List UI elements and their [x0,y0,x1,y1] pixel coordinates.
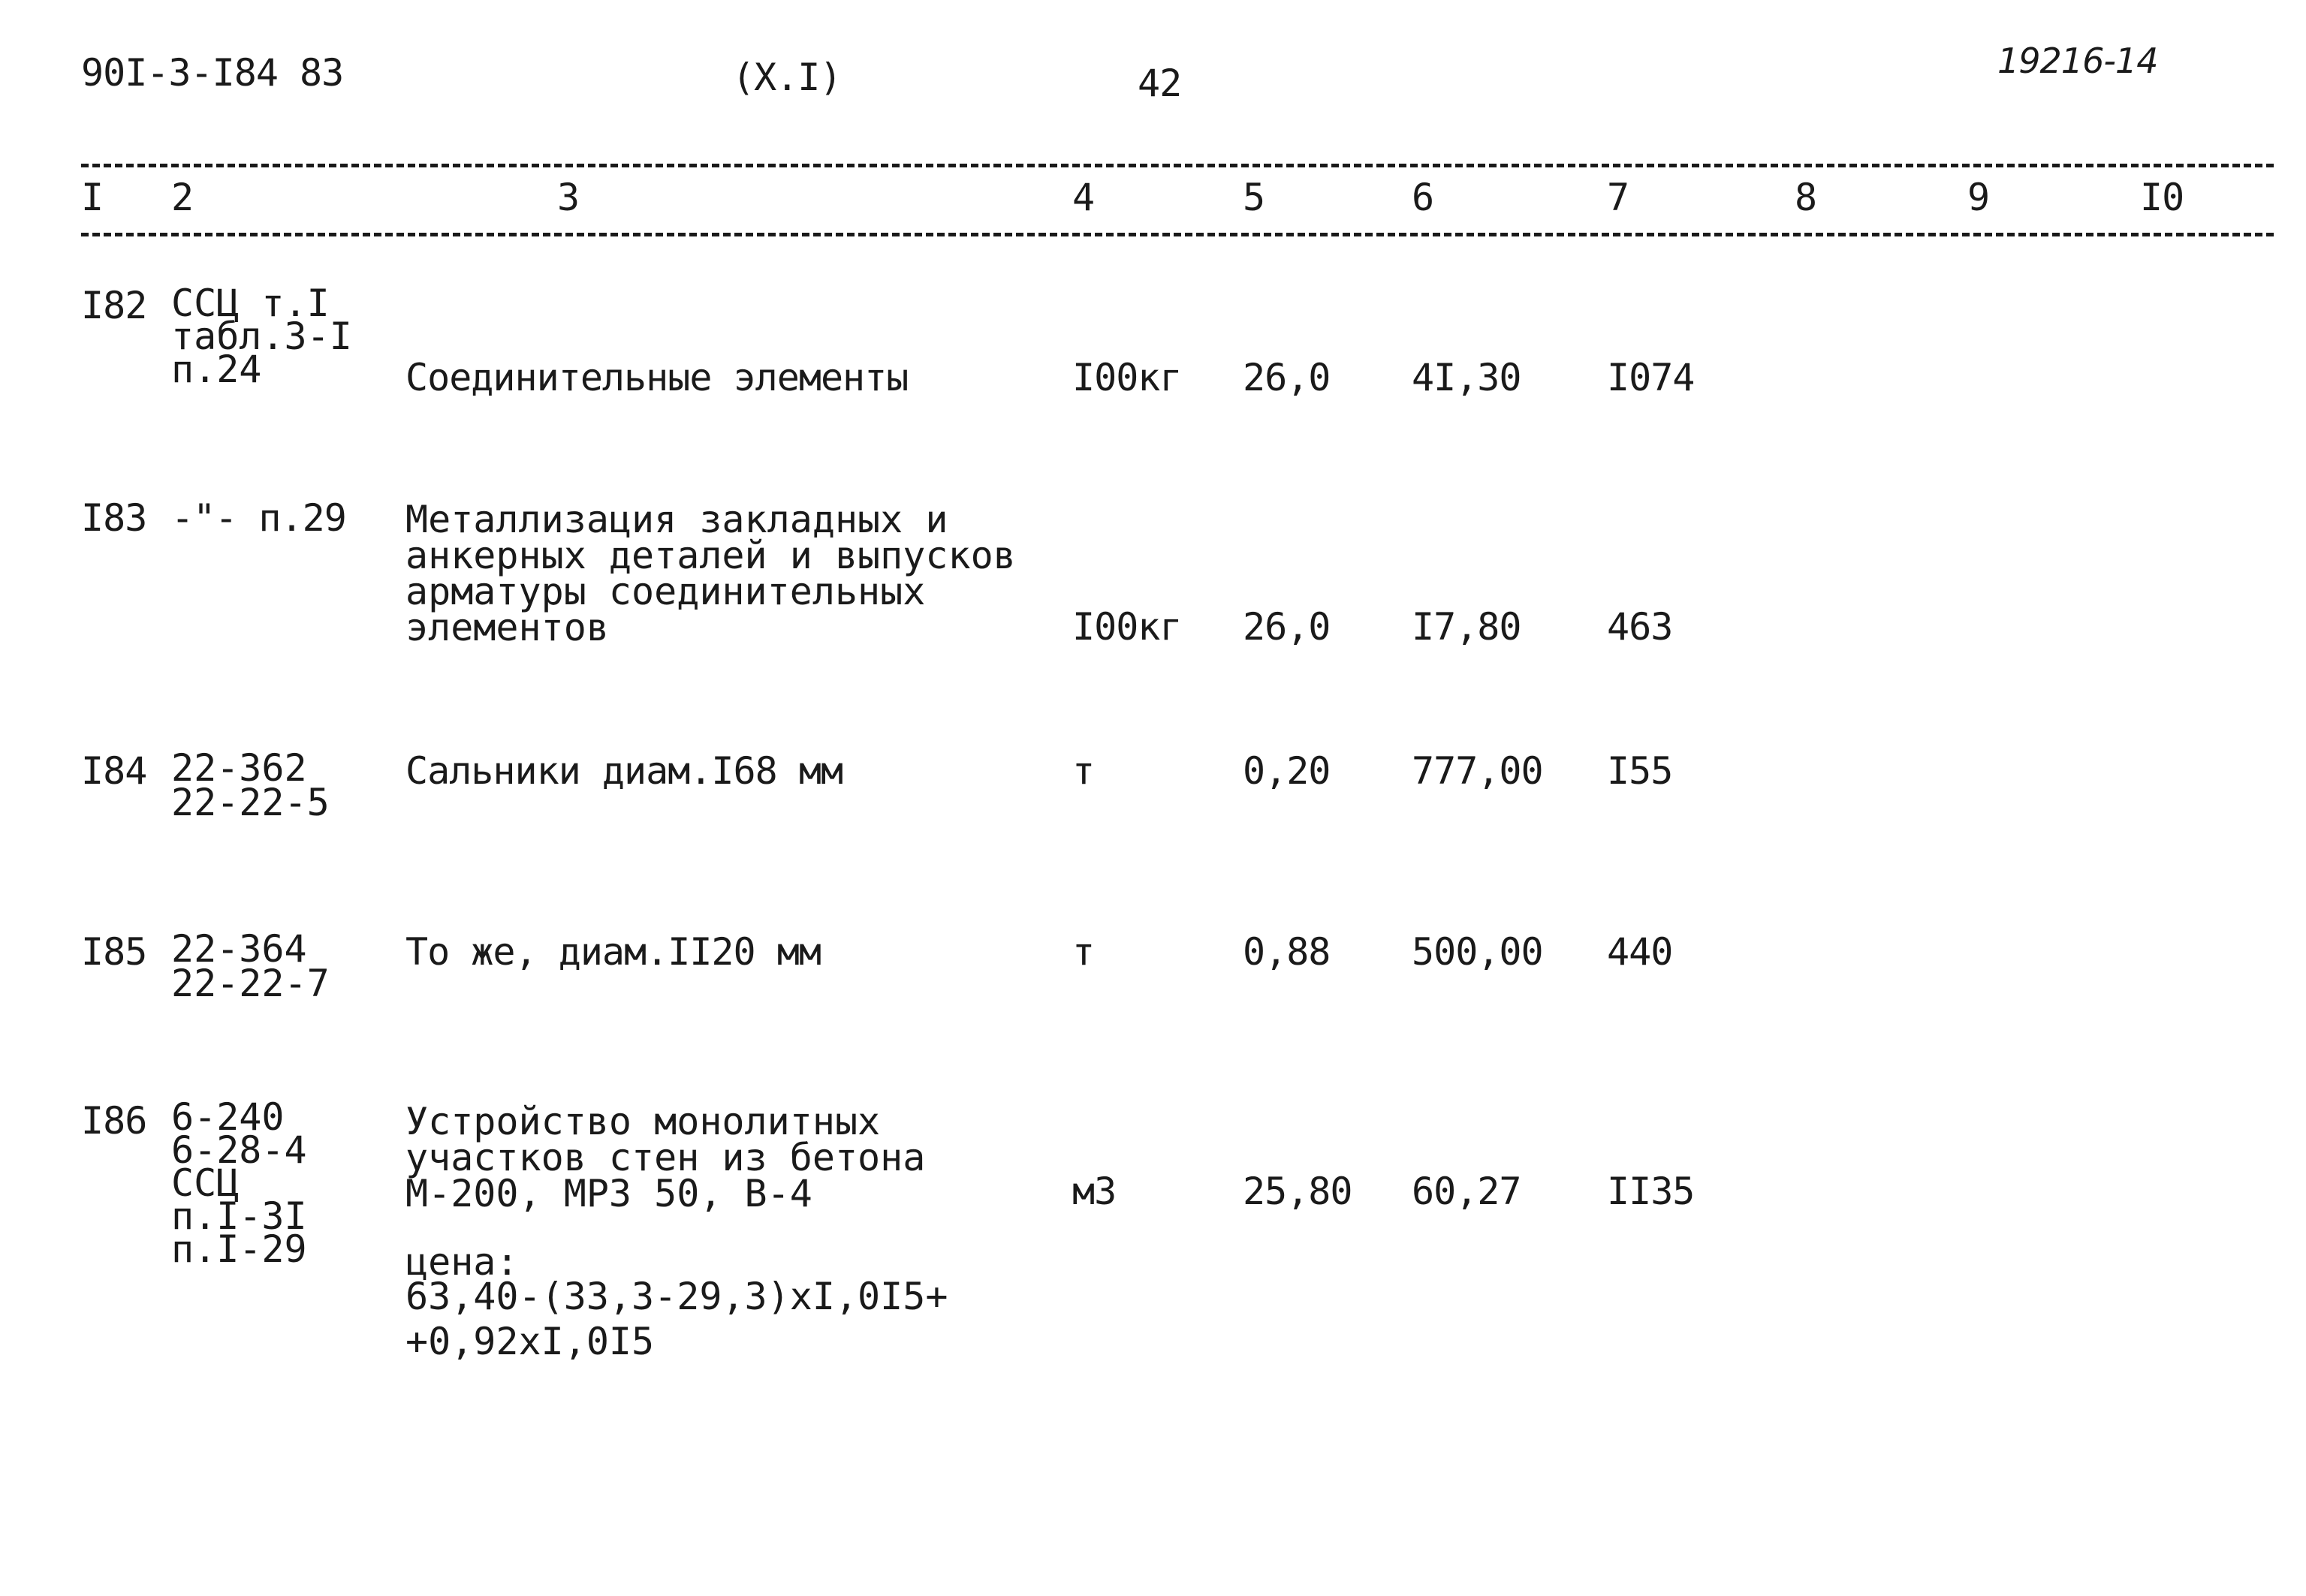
column-header: 3 [557,176,580,219]
row-reference: -"- п.29 [171,496,346,540]
row-number: I86 [81,1099,147,1143]
column-header: 9 [1967,176,1990,219]
row-reference: 22-364 22-22-7 [171,927,330,1005]
column-header: I0 [2140,176,2184,219]
row-unit-price: 500,00 [1412,930,1543,974]
row-number: I83 [81,496,147,540]
row-total: 463 [1607,605,1673,649]
header-rule-bottom [81,233,2274,236]
row-unit-price: 4I,30 [1412,356,1521,399]
archive-stamp-number: 19216-14 [1997,41,2158,81]
row-number: I84 [81,749,147,793]
row-quantity: 25,80 [1243,1170,1352,1213]
row-total: 440 [1607,930,1673,974]
column-header: 8 [1795,176,1817,219]
column-header: 7 [1607,176,1629,219]
row-unit: т [1072,930,1095,974]
price-calculation-note: цена: 63,40-(33,3-29,3)хI,0I5+ +0,92хI,0I5 [405,1240,948,1363]
row-unit-price: 777,00 [1412,749,1543,793]
row-unit: I00кг [1072,356,1182,399]
row-description: То же, диам.II20 мм [405,930,821,974]
row-reference: 22-362 22-22-5 [171,746,330,824]
row-quantity: 26,0 [1243,605,1331,649]
row-unit-price: I7,80 [1412,605,1521,649]
row-description: Металлизация закладных и анкерных деталей и выпусков арматуры соединительных элементов [405,498,1016,649]
row-unit: т [1072,749,1095,793]
row-quantity: 0,88 [1243,930,1331,974]
row-total: I074 [1607,356,1695,399]
row-total: II35 [1607,1170,1695,1213]
column-header: I [81,176,104,219]
row-quantity: 0,20 [1243,749,1331,793]
row-description: Устройство монолитных участков стен из бетона М-200, МРЗ 50, В-4 [405,1100,926,1215]
row-reference: 6-240 6-28-4 ССЦ п.I-3I п.I-29 [171,1095,307,1271]
column-header: 6 [1412,176,1434,219]
row-unit-price: 60,27 [1412,1170,1521,1213]
row-total: I55 [1607,749,1673,793]
row-description: Соединительные элементы [405,356,909,399]
page-number: 42 [1138,62,1182,105]
column-header: 5 [1243,176,1265,219]
row-number: I82 [81,284,147,327]
header-rule-top [81,164,2274,167]
row-reference: ССЦ т.I табл.3-I п.24 [171,282,352,391]
section-number: (X.I) [732,56,842,99]
column-header: 4 [1072,176,1095,219]
document-code: 90I-3-I84 83 [81,51,344,95]
row-number: I85 [81,930,147,974]
column-header: 2 [171,176,194,219]
row-description: Сальники диам.I68 мм [405,749,843,793]
row-unit: I00кг [1072,605,1182,649]
row-unit: м3 [1072,1170,1117,1213]
row-quantity: 26,0 [1243,356,1331,399]
